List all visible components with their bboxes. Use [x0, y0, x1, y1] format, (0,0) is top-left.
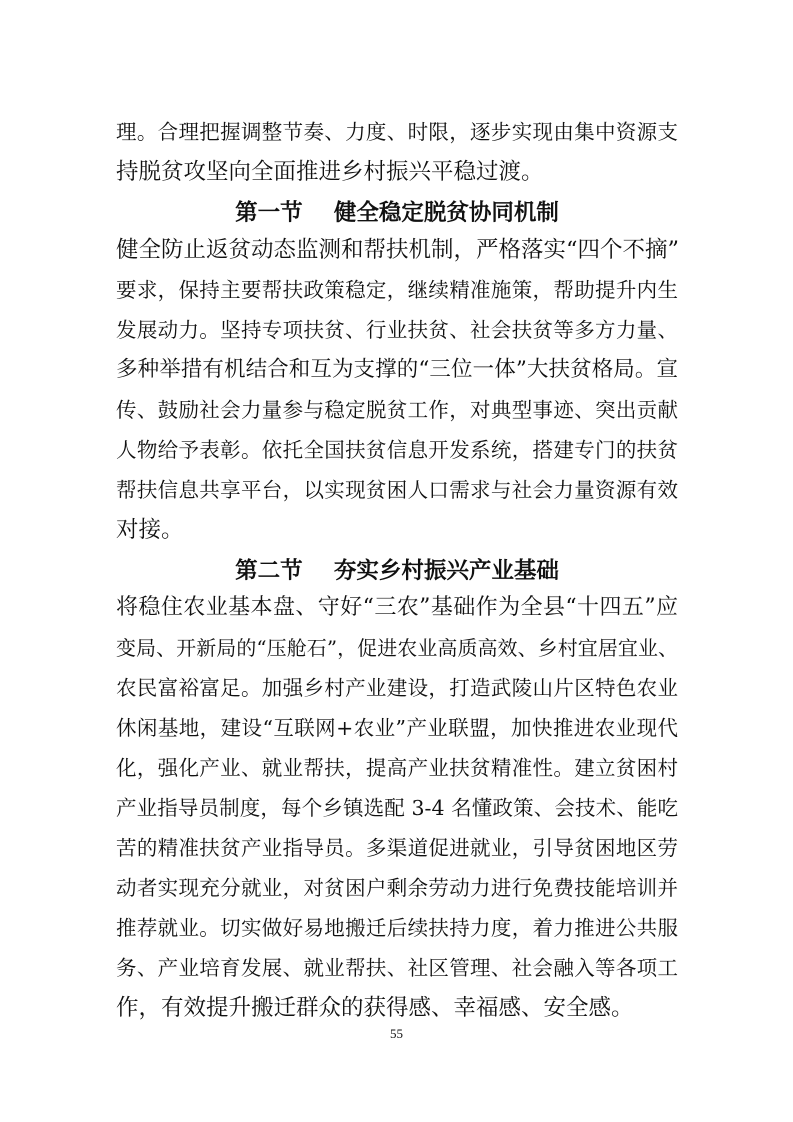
paragraph-line: 持脱贫攻坚向全面推进乡村振兴平稳过渡。 — [116, 159, 544, 185]
paragraph-line: 健全防止返贫动态监测和帮扶机制，严格落实“四个不摘” — [116, 237, 680, 263]
page-number: 55 — [390, 1026, 403, 1041]
paragraph-line: 理。合理把握调整节奏、力度、时限，逐步实现由集中资源支 — [116, 120, 678, 144]
paragraph-line: 变局、开新局的“压舱石”，促进农业高质高效、乡村宜居宜业、 — [116, 636, 678, 660]
paragraph-line: 将稳住农业基本盘、守好“三农”基础作为全县“十四五”应 — [116, 595, 678, 620]
paragraph-line: 传、鼓励社会力量参与稳定脱贫工作，对典型事迹、突出贡献 — [116, 398, 678, 422]
paragraph-line: 发展动力。坚持专项扶贫、行业扶贫、社会扶贫等多方力量、 — [116, 318, 678, 342]
paragraph-line: 产业指导员制度，每个乡镇选配 3-4 名懂政策、会技术、能吃 — [116, 796, 678, 820]
section-heading-2: 第二节 夯实乡村振兴产业基础 — [235, 558, 559, 584]
paragraph-line: 农民富裕富足。加强乡村产业建设，打造武陵山片区特色农业 — [116, 676, 678, 700]
paragraph-line: 推荐就业。切实做好易地搬迁后续扶持力度，着力推进公共服 — [116, 916, 678, 940]
section-heading-1: 第一节 健全稳定脱贫协同机制 — [235, 200, 559, 226]
paragraph-line: 多种举措有机结合和互为支撑的“三位一体”大扶贫格局。宣 — [116, 357, 678, 382]
paragraph-line: 要求，保持主要帮扶政策稳定，继续精准施策，帮助提升内生 — [116, 278, 678, 302]
paragraph-line: 务、产业培育发展、就业帮扶、社区管理、社会融入等各项工 — [116, 956, 678, 980]
paragraph-line: 人物给予表彰。依托全国扶贫信息开发系统，搭建专门的扶贫 — [116, 438, 678, 462]
paragraph-line: 休闲基地，建设“互联网+农业”产业联盟，加快推进农业现代 — [116, 716, 678, 740]
paragraph-line: 化，强化产业、就业帮扶，提高产业扶贫精准性。建立贫困村 — [116, 756, 678, 780]
paragraph-line: 动者实现充分就业，对贫困户剩余劳动力进行免费技能培训并 — [116, 876, 678, 900]
paragraph-line: 对接。 — [116, 517, 184, 543]
paragraph-line: 苦的精准扶贫产业指导员。多渠道促进就业，引导贫困地区劳 — [116, 836, 678, 860]
paragraph-line: 帮扶信息共享平台，以实现贫困人口需求与社会力量资源有效 — [116, 478, 678, 502]
paragraph-line: 作，有效提升搬迁群众的获得感、幸福感、安全感。 — [116, 995, 634, 1021]
